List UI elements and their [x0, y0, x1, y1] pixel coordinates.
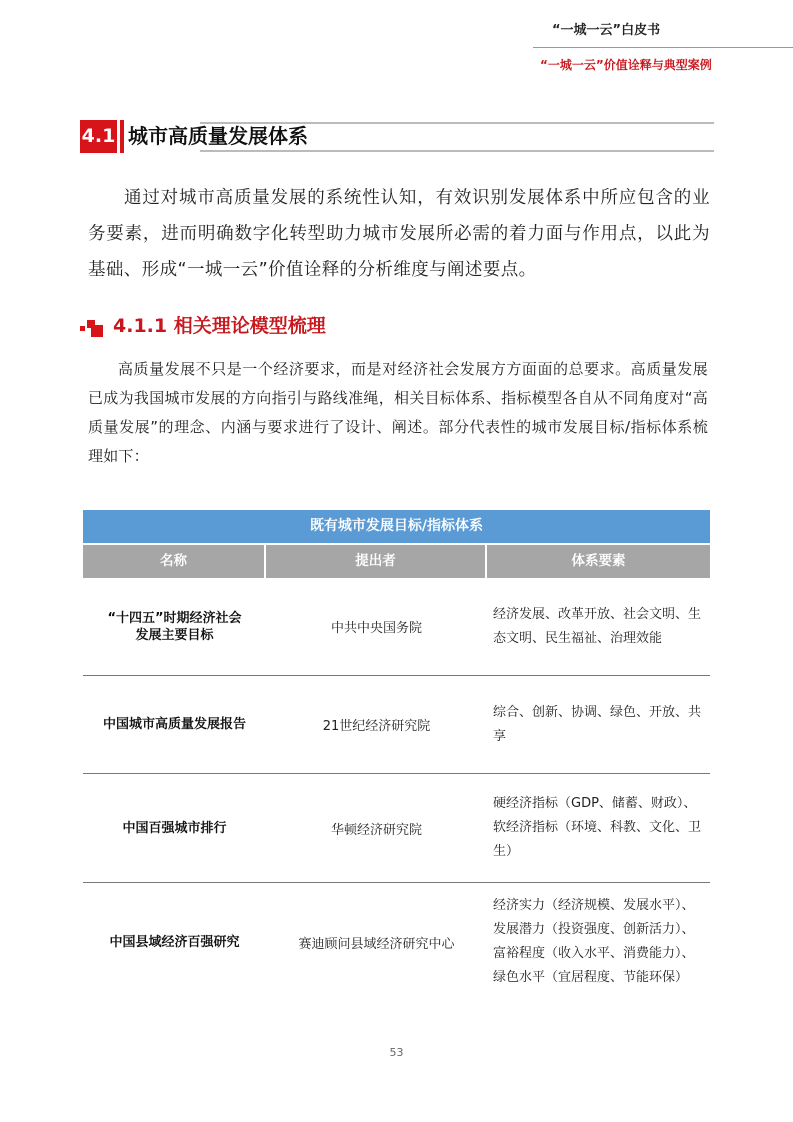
cell-proposer: 21世纪经济研究院	[322, 719, 431, 734]
table-row	[83, 676, 710, 774]
header-name: 名称	[83, 545, 264, 578]
cell-name: 中国城市高质量发展报告	[102, 717, 246, 732]
cell-name: 中国百强城市排行	[122, 820, 227, 836]
subsection-title: 4.1.1 相关理论模型梳理	[113, 315, 326, 337]
cell-elements: 综合、创新、协调、绿色、开放、共享	[493, 704, 702, 744]
cell-elements: 硬经济指标（GDP、储蓄、财政）、软经济指标（环境、科教、文化、卫生）	[493, 796, 702, 859]
header-divider	[533, 47, 793, 48]
table-row	[83, 883, 710, 1001]
header-book-title: “一城一云”白皮书	[552, 23, 661, 38]
section-accent-bar	[120, 120, 124, 153]
section-rule-top	[200, 122, 714, 124]
cell-proposer: 华顿经济研究院	[330, 822, 422, 838]
section-intro-paragraph: 通过对城市高质量发展的系统性认知，有效识别发展体系中所应包含的业务要素，进而明确数字化转型助力城市发展所必需的着力面与作用点，以此为基础、形成“一城一云”价值诠释的分析维度与阐述要点。	[88, 188, 710, 280]
table-caption: 既有城市发展目标/指标体系	[83, 510, 710, 543]
header-proposer: 提出者	[266, 545, 485, 578]
table-row	[83, 578, 710, 676]
cell-elements: 经济实力（经济规模、发展水平）、发展潜力（投资强度、创新活力）、富裕程度（收入水平、消费能力）、绿色水平（宜居程度、节能环保）	[493, 898, 695, 985]
cell-proposer: 中共中央国务院	[330, 621, 422, 636]
section-rule-bottom	[200, 150, 714, 152]
section-heading	[80, 120, 714, 153]
squares-icon	[80, 317, 106, 337]
cell-proposer: 赛迪顾问县域经济研究中心	[298, 936, 455, 952]
table-row	[83, 774, 710, 883]
cell-name: “十四五”时期经济社会发展主要目标	[107, 610, 242, 643]
cell-name: 中国县域经济百强研究	[109, 934, 240, 950]
table-header-row	[83, 545, 710, 578]
header-elements: 体系要素	[487, 545, 710, 578]
indicator-table	[83, 510, 710, 1001]
section-title: 城市高质量发展体系	[128, 124, 308, 148]
page-number: 53	[389, 1046, 404, 1059]
cell-elements: 经济发展、改革开放、社会文明、生态文明、民生福祉、治理效能	[493, 606, 702, 646]
subsection-body-paragraph: 高质量发展不只是一个经济要求，而是对经济社会发展方方面面的总要求。高质量发展已成为我国城市发展的方向指引与路线准绳，相关目标体系、指标模型各自从不同角度对“高质量发展”的理念、内涵与要求进行了设计、阐述。部分代表性的城市发展目标/指标体系梳理如下：	[88, 360, 708, 465]
section-number: 4.1	[80, 120, 117, 153]
header-chapter-title: “一城一云”价值诠释与典型案例	[540, 58, 712, 72]
